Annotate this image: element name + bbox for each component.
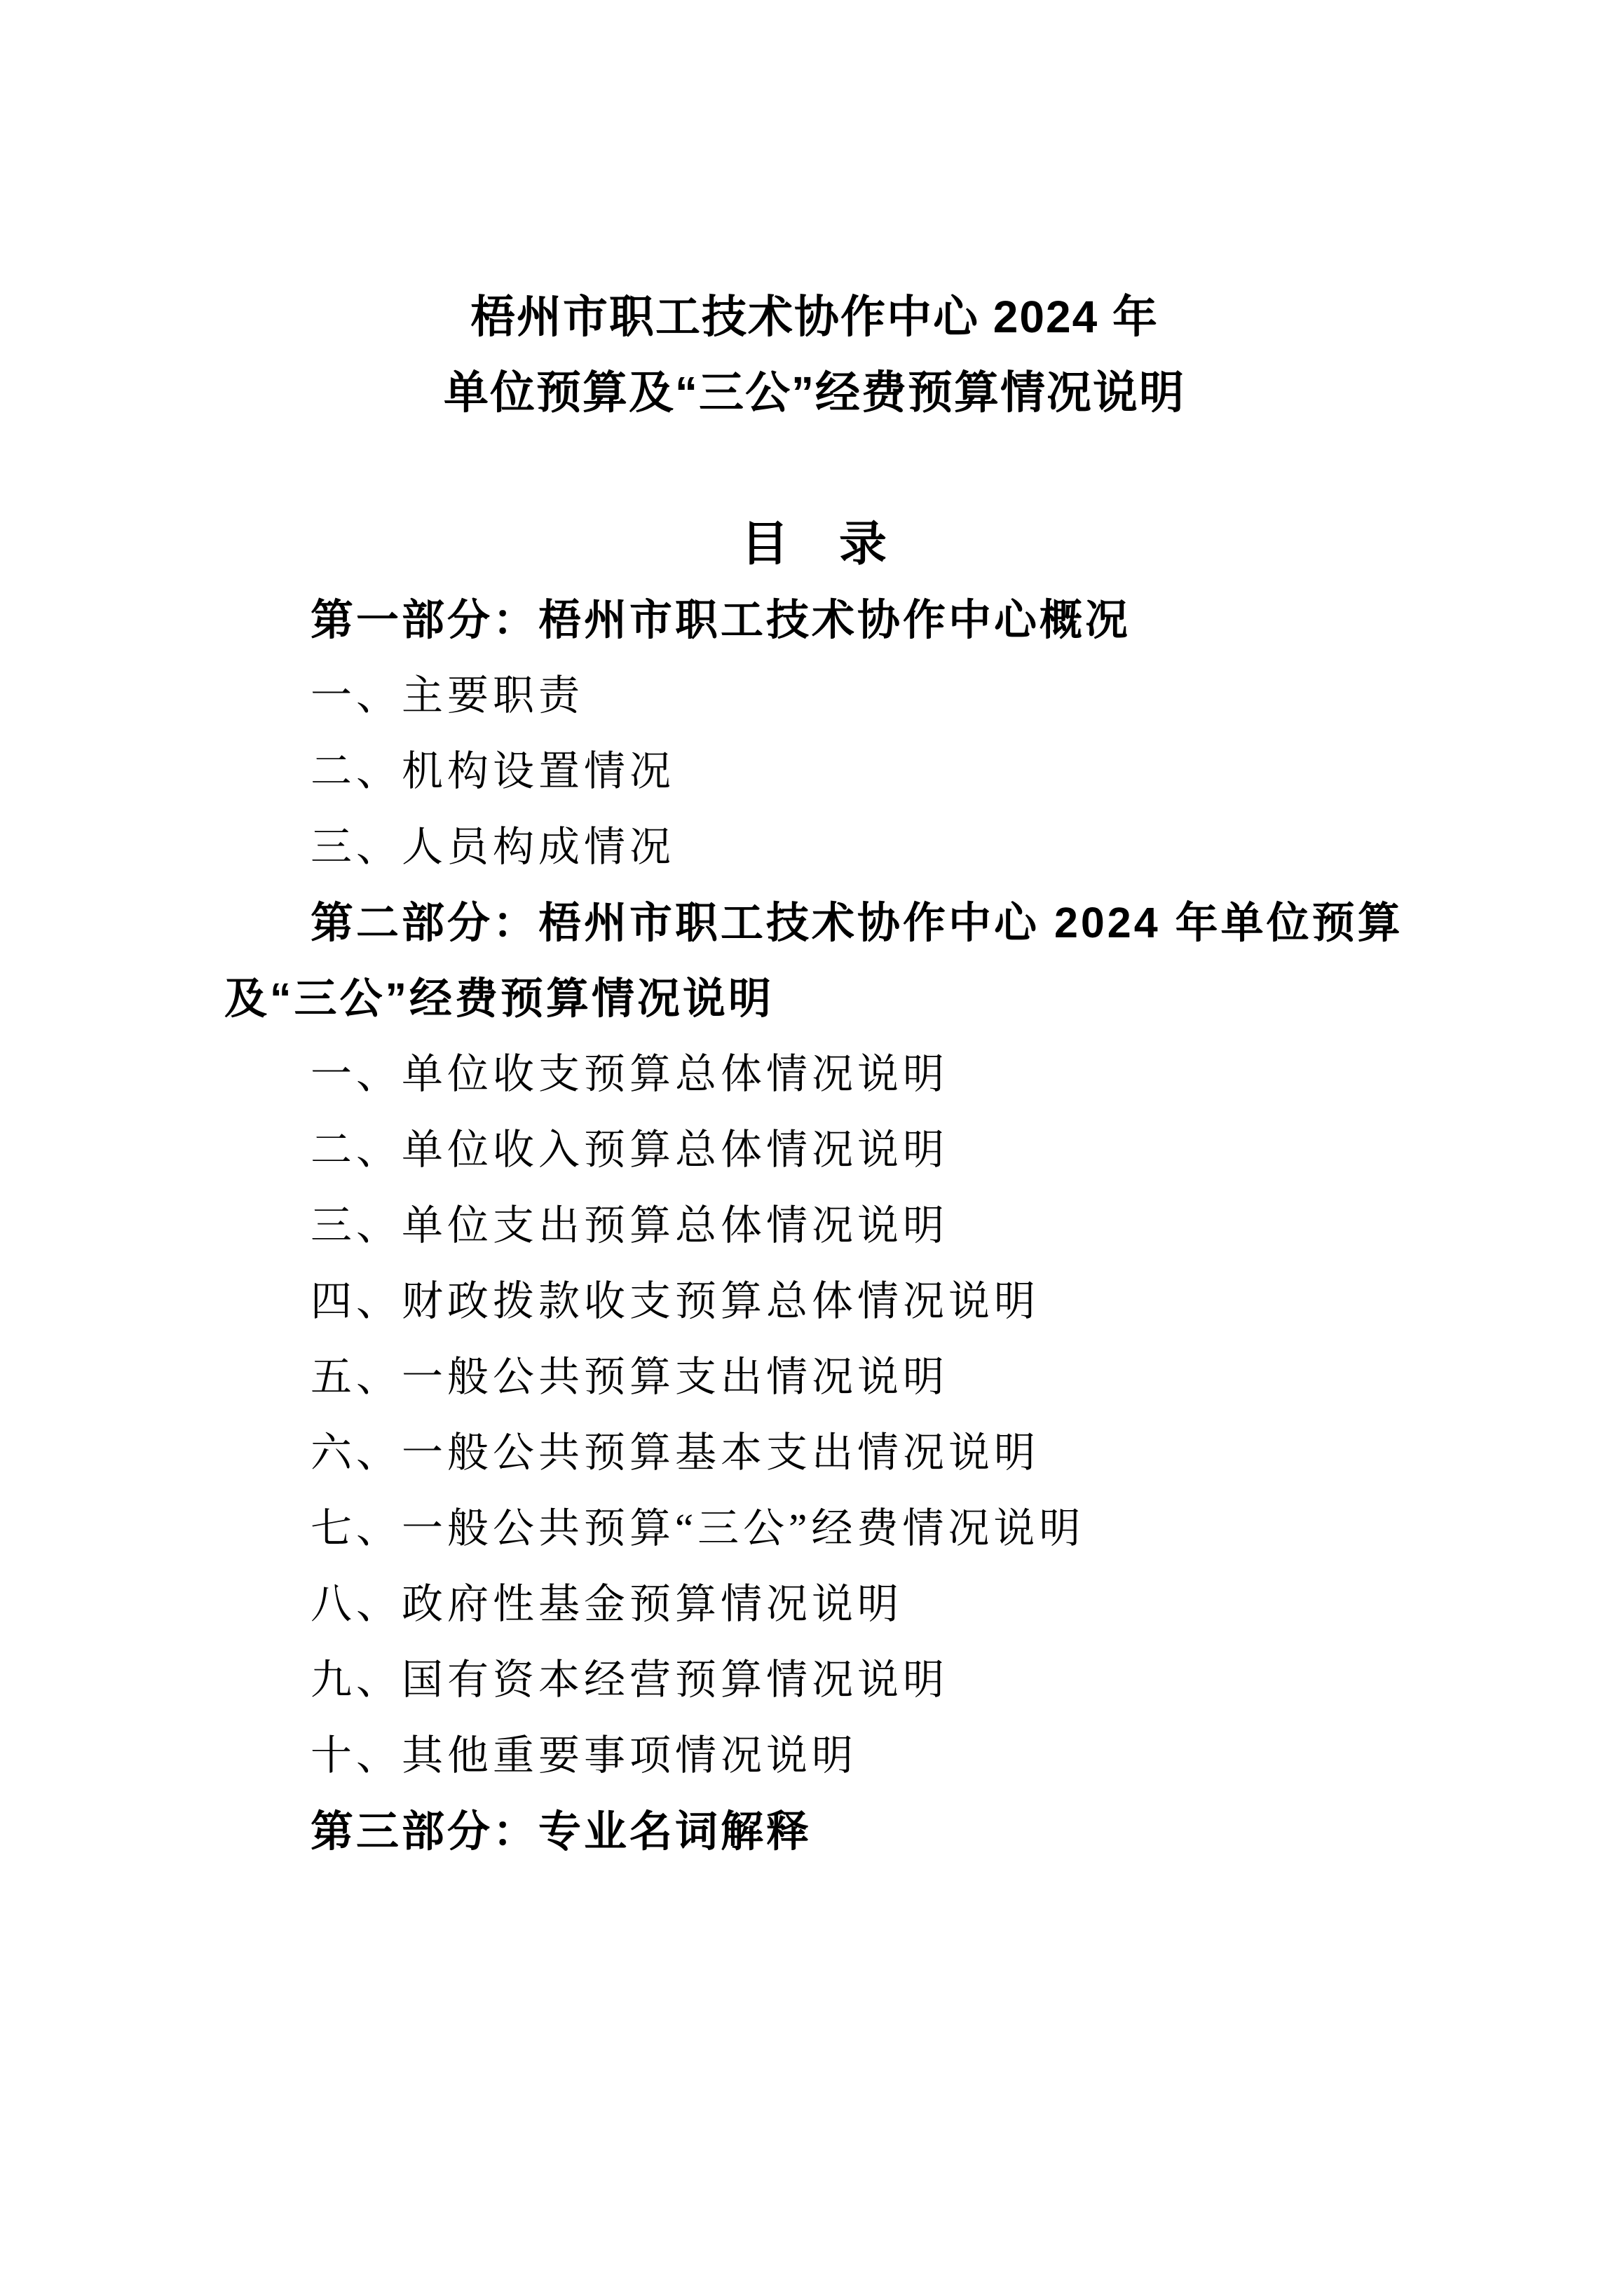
toc-part2-item-4: 四、财政拨款收支预算总体情况说明 (311, 1278, 1040, 1324)
toc-part3-heading: 第三部分：专业名词解释 (311, 1807, 812, 1855)
toc-part2-item-2: 二、单位收入预算总体情况说明 (311, 1127, 949, 1173)
toc-part2-item-3: 三、单位支出预算总体情况说明 (311, 1202, 949, 1249)
toc-part2-heading-line-2: 及“三公”经费预算情况说明 (224, 974, 775, 1022)
doc-title-line-1: 梧州市职工技术协作中心 2024 年 (470, 292, 1159, 342)
toc-part2-item-9: 九、国有资本经营预算情况说明 (311, 1657, 949, 1703)
toc-part2-item-5: 五、一般公共预算支出情况说明 (311, 1354, 949, 1400)
toc-part1-heading: 第一部分：梧州市职工技术协作中心概况 (311, 596, 1131, 644)
toc-part1-item-2: 二、机构设置情况 (311, 748, 676, 794)
doc-title-line-2: 单位预算及“三公”经费预算情况说明 (444, 367, 1185, 418)
toc-title: 目 录 (740, 517, 888, 571)
toc-part2-item-7: 七、一般公共预算“三公”经费情况说明 (311, 1505, 1085, 1551)
toc-part1-item-3: 三、人员构成情况 (311, 824, 676, 870)
toc-part2-item-1: 一、单位收支预算总体情况说明 (311, 1051, 949, 1097)
toc-part2-heading-line-1: 第二部分：梧州市职工技术协作中心 2024 年单位预算 (311, 899, 1403, 946)
toc-part2-item-10: 十、其他重要事项情况说明 (311, 1732, 858, 1779)
toc-part2-item-8: 八、政府性基金预算情况说明 (311, 1581, 904, 1627)
blank-line (224, 430, 1405, 506)
toc-part1-item-1: 一、主要职责 (311, 672, 585, 719)
toc-part2-item-6: 六、一般公共预算基本支出情况说明 (311, 1429, 1040, 1476)
